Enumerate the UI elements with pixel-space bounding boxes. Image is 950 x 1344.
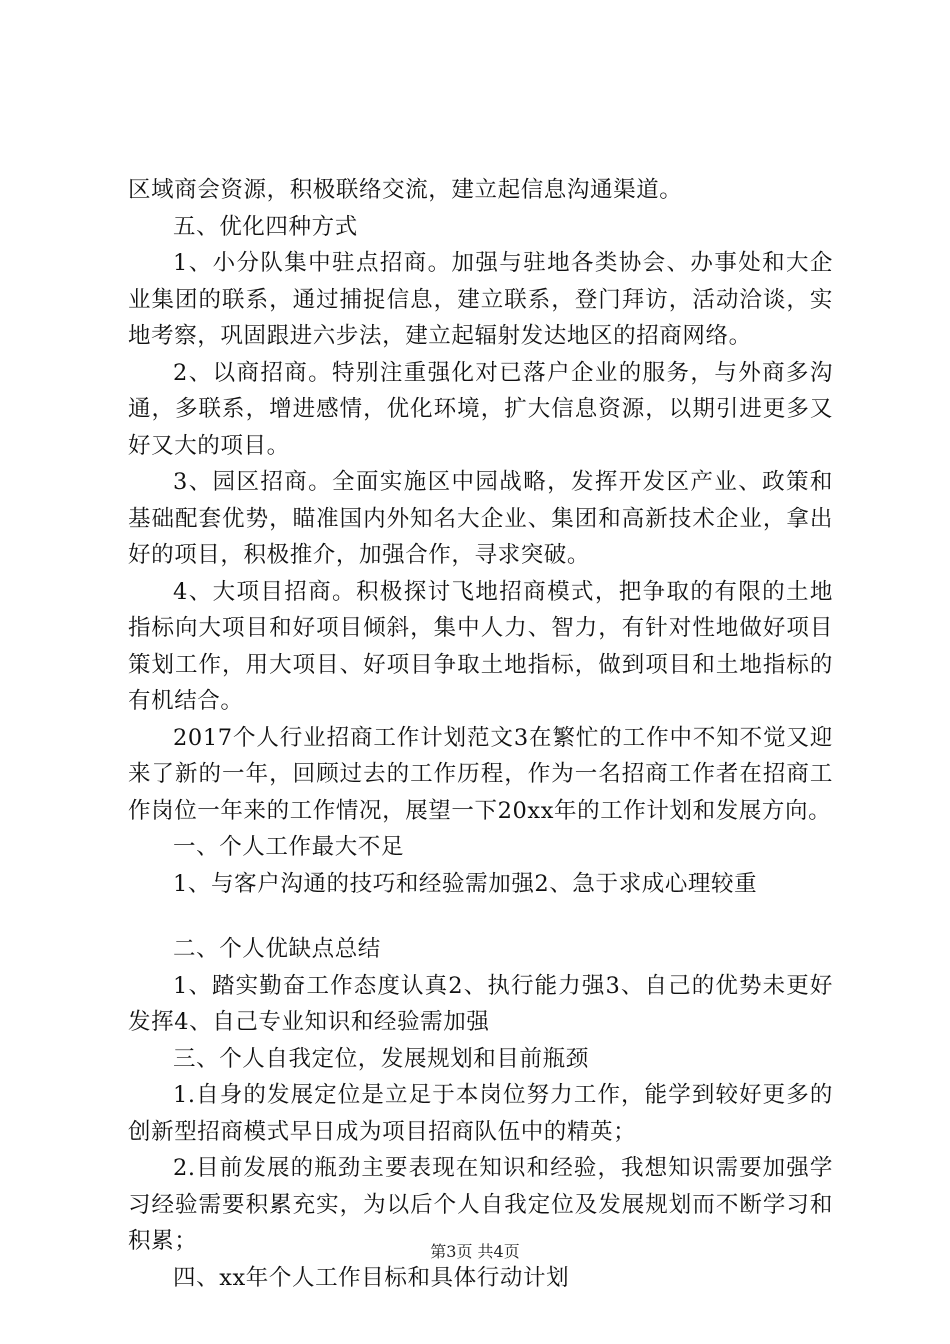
document-body [128, 172, 833, 1296]
heading-work-goals: 四、xx年个人工作目标和具体行动计划 [173, 1264, 570, 1291]
page-number-footer: 第3页 共4页 [430, 1242, 520, 1261]
heading-strengths-weaknesses: 二、个人优缺点总结 [173, 936, 381, 962]
paragraph-strengths-weaknesses: 1、踏实勤奋工作态度认真2、执行能力强3、自己的优势未更好发挥4、自己专业知识和经验需加强 [128, 972, 833, 1035]
paragraph-positioning-1: 1.自身的发展定位是立足于本岗位努力工作，能学到较好更多的创新型招商模式早日成为项目招商队伍中的精英； [128, 1082, 833, 1145]
paragraph-method-1: 1、小分队集中驻点招商。加强与驻地各类协会、办事处和大企业集团的联系，通过捕捉信息，建立联系，登门拜访，活动洽谈，实地考察，巩固跟进六步法，建立起辐射发达地区的招商网络。 [128, 250, 833, 349]
heading-optimize-four-methods: 五、优化四种方式 [173, 213, 358, 240]
heading-biggest-shortcomings: 一、个人工作最大不足 [173, 834, 405, 860]
heading-self-positioning: 三、个人自我定位，发展规划和目前瓶颈 [173, 1045, 589, 1072]
paragraph-method-4: 4、大项目招商。积极探讨飞地招商模式，把争取的有限的土地指标向大项目和好项目倾斜，集中人力、智力，有针对性地做好项目策划工作，用大项目、好项目争取土地指标，做到项目和土地指标的有机结合。 [128, 578, 833, 714]
paragraph-method-3: 3、园区招商。全面实施区中园战略，发挥开发区产业、政策和基础配套优势，瞄准国内外知名大企业、集团和高新技术企业，拿出好的项目，积极推介，加强合作，寻求突破。 [128, 469, 833, 568]
paragraph-plan-intro: 2017个人行业招商工作计划范文3在繁忙的工作中不知不觉又迎来了新的一年，回顾过去的工作历程，作为一名招商工作者在招商工作岗位一年来的工作情况，展望一下20xx年的工作计划和发展方向。 [128, 724, 833, 824]
paragraph-shortcomings: 1、与客户沟通的技巧和经验需加强2、急于求成心理较重 [173, 870, 758, 897]
paragraph-positioning-2: 2.目前发展的瓶劲主要表现在知识和经验，我想知识需要加强学习经验需要积累充实，为以后个人自我定位及发展规划而不断学习和积累； [128, 1155, 833, 1254]
paragraph-1: 区域商会资源，积极联络交流，建立起信息沟通渠道。 [128, 177, 683, 203]
paragraph-method-2: 2、以商招商。特别注重强化对已落户企业的服务，与外商多沟通，多联系，增进感情，优化环境，扩大信息资源，以期引进更多又好又大的项目。 [128, 359, 833, 459]
